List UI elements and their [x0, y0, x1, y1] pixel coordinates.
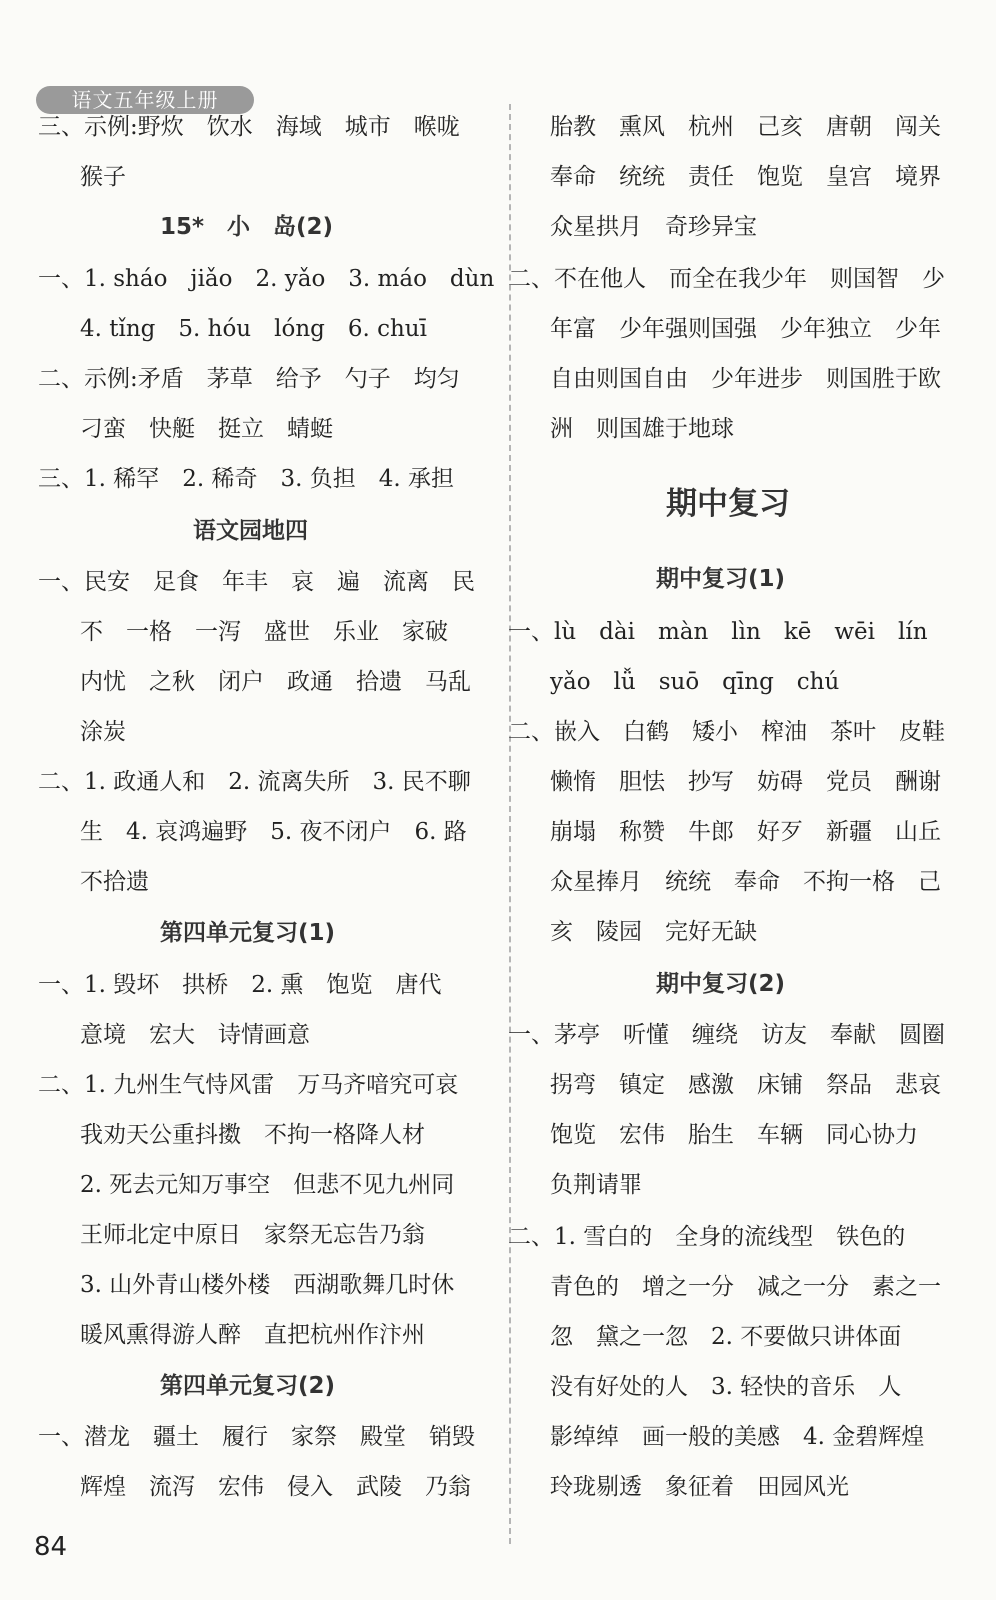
answer-line: 一、潜龙 疆土 履行 家祭 殿堂 销毁 — [38, 1424, 475, 1450]
section-title-midterm-review-1: 期中复习(1) — [656, 566, 786, 592]
answer-line: 我劝天公重抖擞 不拘一格降人材 — [80, 1122, 425, 1148]
answer-line: 洲 则国雄于地球 — [550, 416, 734, 442]
answer-line: 青色的 增之一分 减之一分 素之一 — [550, 1274, 941, 1300]
section-title-ywyd: 语文园地四 — [193, 518, 308, 544]
chapter-title-midterm-review: 期中复习 — [666, 486, 790, 522]
answer-line: 饱览 宏伟 胎生 车辆 同心协力 — [550, 1122, 918, 1148]
answer-line: 三、1. 稀罕 2. 稀奇 3. 负担 4. 承担 — [38, 466, 455, 492]
answer-line: 众星拱月 奇珍异宝 — [550, 214, 757, 240]
answer-line: 生 4. 哀鸿遍野 5. 夜不闭户 6. 路 — [80, 819, 467, 845]
answer-line: 暖风熏得游人醉 直把杭州作汴州 — [80, 1322, 425, 1348]
answer-line: 影绰绰 画一般的美感 4. 金碧辉煌 — [550, 1424, 925, 1450]
answer-line: 3. 山外青山楼外楼 西湖歌舞几时休 — [80, 1272, 455, 1298]
page-number: 84 — [34, 1532, 68, 1562]
answer-line: 一、1. sháo jiǎo 2. yǎo 3. máo dùn — [38, 266, 495, 292]
answer-line: 奉命 统统 责任 饱览 皇宫 境界 — [550, 164, 941, 190]
answer-line: 胎教 熏风 杭州 己亥 唐朝 闯关 — [550, 114, 941, 140]
answer-line: 4. tǐng 5. hóu lóng 6. chuī — [80, 316, 427, 342]
answer-line: 亥 陵园 完好无缺 — [550, 919, 757, 945]
answer-line: 负荆请罪 — [550, 1172, 642, 1198]
answer-line: 二、嵌入 白鹤 矮小 榨油 茶叶 皮鞋 — [508, 719, 945, 745]
answer-line: 忽 黛之一忽 2. 不要做只讲体面 — [550, 1324, 902, 1350]
answer-line: 不 一格 一泻 盛世 乐业 家破 — [80, 619, 448, 645]
answer-line: 2. 死去元知万事空 但悲不见九州同 — [80, 1172, 455, 1198]
answer-line: 一、茅亭 听懂 缠绕 访友 奉献 圆圈 — [508, 1022, 945, 1048]
section-title-midterm-review-2: 期中复习(2) — [656, 971, 786, 997]
lesson-title-15: 15* 小 岛(2) — [160, 214, 334, 240]
answer-line: 一、lù dài màn lìn kē wēi lín — [508, 619, 928, 645]
answer-line: 一、民安 足食 年丰 哀 遍 流离 民 — [38, 569, 475, 595]
answer-line: 涂炭 — [80, 719, 126, 745]
answer-line: 内忧 之秋 闭户 政通 拾遗 马乱 — [80, 669, 471, 695]
answer-line: 玲珑剔透 象征着 田园风光 — [550, 1474, 849, 1500]
answer-line: 刁蛮 快艇 挺立 蜻蜓 — [80, 416, 333, 442]
answer-line: 二、1. 雪白的 全身的流线型 铁色的 — [508, 1224, 906, 1250]
answer-line: 猴子 — [80, 164, 126, 190]
answer-line: 一、1. 毁坏 拱桥 2. 熏 饱览 唐代 — [38, 972, 442, 998]
answer-line: 三、示例:野炊 饮水 海域 城市 喉咙 — [38, 114, 460, 140]
answer-line: yǎo lǚ suō qīng chú — [550, 669, 840, 695]
answer-line: 二、1. 九州生气恃风雷 万马齐喑究可哀 — [38, 1072, 459, 1098]
answer-line: 二、1. 政通人和 2. 流离失所 3. 民不聊 — [38, 769, 471, 795]
section-title-unit4-review-2: 第四单元复习(2) — [160, 1373, 336, 1399]
answer-line: 不拾遗 — [80, 869, 149, 895]
section-title-unit4-review-1: 第四单元复习(1) — [160, 920, 336, 946]
answer-line: 王师北定中原日 家祭无忘告乃翁 — [80, 1222, 425, 1248]
answer-line: 意境 宏大 诗情画意 — [80, 1022, 310, 1048]
answer-line: 二、不在他人 而全在我少年 则国智 少 — [508, 266, 945, 292]
answer-line: 没有好处的人 3. 轻快的音乐 人 — [550, 1374, 902, 1400]
answer-line: 懒惰 胆怯 抄写 妨碍 党员 酬谢 — [550, 769, 941, 795]
answer-line: 二、示例:矛盾 茅草 给予 勺子 均匀 — [38, 366, 460, 392]
answer-line: 众星捧月 统统 奉命 不拘一格 己 — [550, 869, 941, 895]
book-header-tag: 语文五年级上册 — [36, 86, 254, 114]
answer-line: 崩塌 称赞 牛郎 好歹 新疆 山丘 — [550, 819, 941, 845]
column-divider — [509, 104, 511, 1544]
answer-line: 自由则国自由 少年进步 则国胜于欧 — [550, 366, 941, 392]
answer-line: 拐弯 镇定 感激 床铺 祭品 悲哀 — [550, 1072, 941, 1098]
answer-line: 辉煌 流泻 宏伟 侵入 武陵 乃翁 — [80, 1474, 471, 1500]
answer-line: 年富 少年强则国强 少年独立 少年 — [550, 316, 941, 342]
